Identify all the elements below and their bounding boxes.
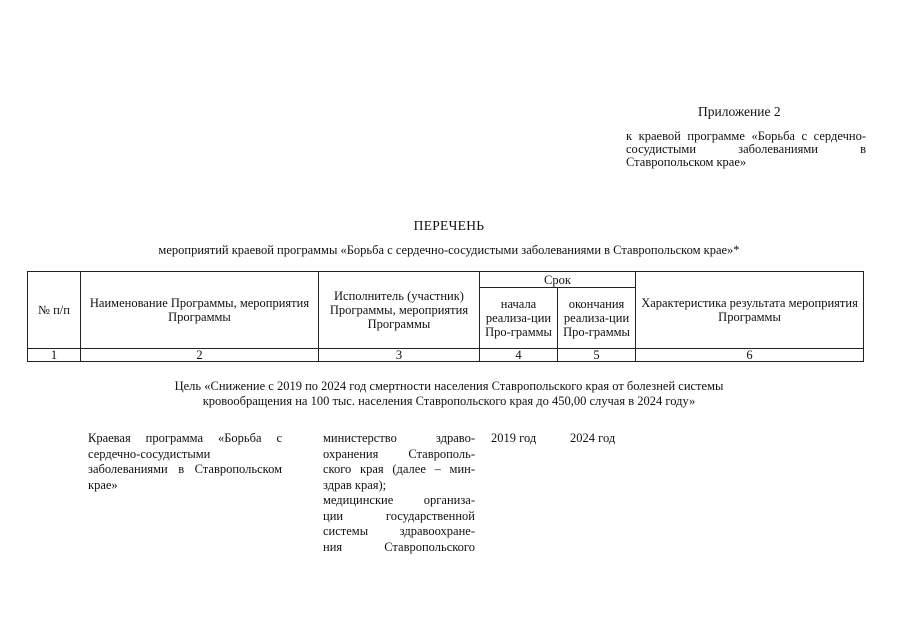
header-term: Срок [480, 272, 636, 288]
appendix-title: Приложение 2 [698, 104, 781, 119]
header-number: № п/п [28, 272, 81, 349]
executor-line: ции государственной [323, 508, 475, 523]
column-number: 4 [480, 349, 558, 362]
header-start: начала реализа-ции Про-граммы [480, 288, 558, 349]
measures-table [27, 271, 864, 362]
header-result: Характеристика результата мероприятия Программы [636, 272, 864, 349]
appendix-subtitle: к краевой программе «Борьба с сердечно-сосудистыми заболеваниями в Ставропольском крае» [626, 129, 866, 169]
executor-line: министерство здраво- [323, 431, 475, 445]
executor-line: здрав края); [323, 477, 387, 492]
header-executor: Исполнитель (участник) Программы, мероприятия Программы [319, 272, 480, 349]
column-numbers-row [28, 349, 864, 362]
row-end-date: 2024 год [570, 431, 616, 445]
row-executor [323, 431, 475, 555]
column-number: 2 [81, 349, 319, 362]
executor-line: системы здравоохране- [323, 524, 475, 538]
document-subtitle: мероприятий краевой программы «Борьба с сердечно-сосудистыми заболеваниями в Ставропольском крае»* [158, 243, 740, 257]
row-program-name: Краевая программа «Борьба с сердечно-сосудистыми заболеваниями в Ставропольском крае» [88, 431, 282, 492]
column-number: 3 [319, 349, 480, 362]
executor-line: охранения Ставрополь- [323, 446, 475, 461]
document-title: ПЕРЕЧЕНЬ [413, 218, 485, 233]
goal-text [0, 379, 898, 409]
column-number: 1 [28, 349, 81, 362]
column-number: 5 [558, 349, 636, 362]
goal-line: Цель «Снижение с 2019 по 2024 год смертности населения Ставропольского края от болезней системы кровообращения на 100 тыс. населения Ставропольского края до 450,00 случая в 2024 году» [174, 379, 724, 408]
executor-line: ского края (далее – мин- [323, 462, 475, 476]
executor-line: медицинские организа- [323, 493, 475, 507]
column-number: 6 [636, 349, 864, 362]
row-start-date: 2019 год [491, 431, 537, 445]
header-program-name: Наименование Программы, мероприятия Программы [81, 272, 319, 349]
header-end: окончания реализа-ции Про-граммы [558, 288, 636, 349]
executor-line: ния Ставропольского [323, 539, 475, 554]
